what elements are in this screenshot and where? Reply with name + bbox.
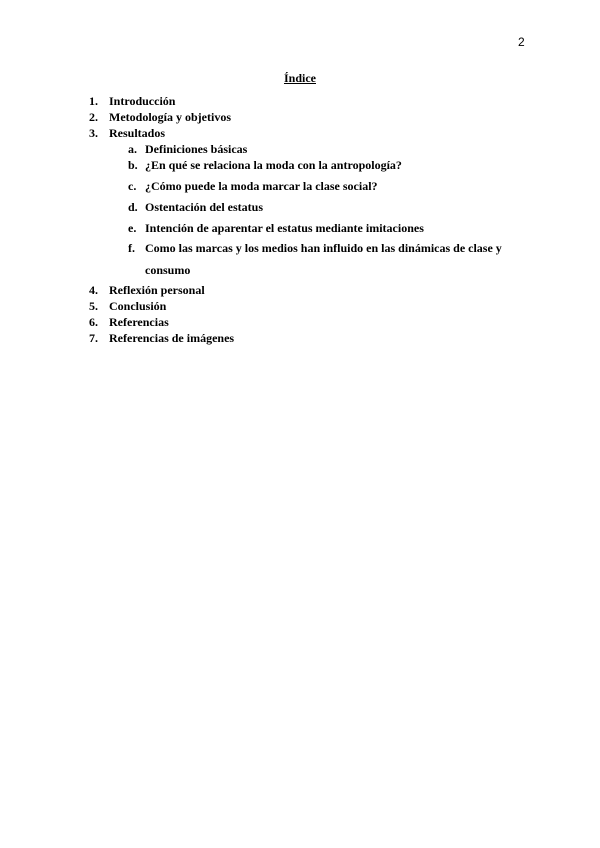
page-number: 2: [518, 35, 525, 49]
toc-subitem-letter: a.: [128, 142, 137, 156]
toc-item-number: 4.: [89, 283, 98, 297]
toc-item-label: Reflexión personal: [109, 283, 205, 297]
toc-subitem-letter: d.: [128, 200, 138, 214]
toc-subitem-label: ¿En qué se relaciona la moda con la antropología?: [145, 158, 402, 172]
page-title: Índice: [283, 71, 316, 85]
toc-subitem-letter: b.: [128, 158, 138, 172]
toc-subitem-label: Definiciones básicas: [145, 142, 248, 156]
toc-item-label: Introducción: [109, 94, 176, 108]
toc-item-number: 1.: [89, 94, 98, 108]
toc-item-number: 7.: [89, 331, 98, 345]
toc-subitem-label: Intención de aparentar el estatus mediante imitaciones: [145, 221, 424, 235]
toc-subitem-label: ¿Cómo puede la moda marcar la clase social?: [145, 179, 378, 193]
toc-subitem-letter: f.: [128, 241, 135, 255]
toc-item-number: 3.: [89, 126, 98, 140]
toc-subitem-label: Ostentación del estatus: [145, 200, 263, 214]
toc-subitem-letter: c.: [128, 179, 137, 193]
toc-item-number: 6.: [89, 315, 98, 329]
toc-item-label: Conclusión: [109, 299, 167, 313]
toc-item-label: Resultados: [109, 126, 166, 140]
toc-item-label: Referencias de imágenes: [109, 331, 235, 345]
toc-item-number: 5.: [89, 299, 98, 313]
toc-subitem-label: Como las marcas y los medios han influido en las dinámicas de clase y consumo: [145, 241, 502, 277]
toc-subitem-letter: e.: [128, 221, 137, 235]
toc-item-label: Referencias: [109, 315, 169, 329]
toc-item-label: Metodología y objetivos: [109, 110, 231, 124]
toc-item-number: 2.: [89, 110, 98, 124]
